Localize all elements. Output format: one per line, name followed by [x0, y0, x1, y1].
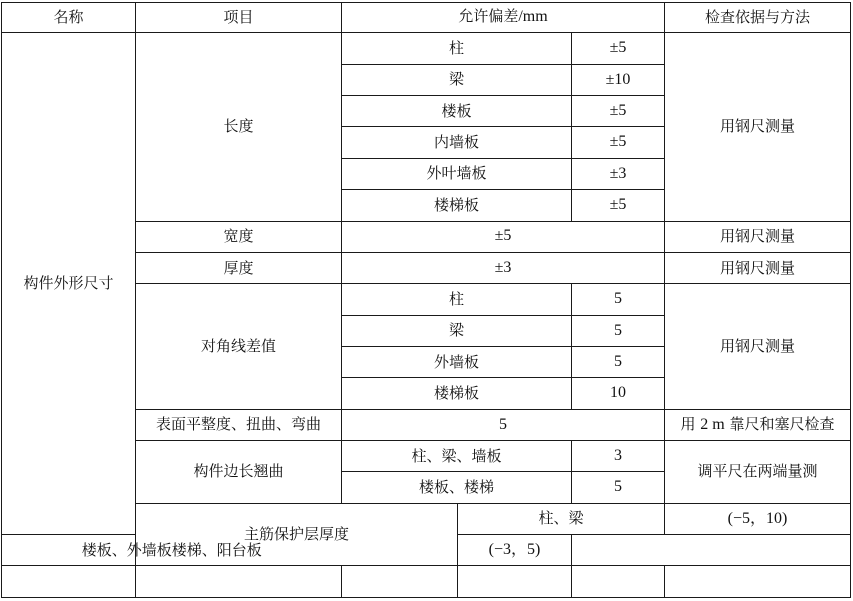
diagonal-part: 外墙板: [342, 346, 572, 377]
diagonal-value: 5: [572, 346, 665, 377]
diagonal-part: 柱: [342, 284, 572, 315]
diagonal-value: 5: [572, 284, 665, 315]
length-value: ±3: [572, 158, 665, 189]
table-row: [2, 33, 851, 64]
flatness-method: 用 2 m 靠尺和塞尺检查: [665, 409, 851, 440]
length-part: 梁: [342, 64, 572, 95]
header-name: 名称: [2, 3, 136, 33]
item-diagonal: 对角线差值: [136, 284, 342, 409]
length-part: 柱: [342, 33, 572, 64]
item-width: 宽度: [136, 221, 342, 252]
length-value: ±5: [572, 33, 665, 64]
diagonal-value: 10: [572, 378, 665, 409]
item-cover: 主筋保护层厚度: [136, 503, 458, 566]
item-flatness: 表面平整度、扭曲、弯曲: [136, 409, 342, 440]
flatness-value: 5: [342, 409, 665, 440]
length-part: 外叶墙板: [342, 158, 572, 189]
length-value: ±5: [572, 96, 665, 127]
cover-value: (−5，10): [665, 503, 851, 534]
header-row: [2, 3, 851, 33]
warp-part: 楼板、楼梯: [342, 472, 572, 503]
cover-part: 柱、梁: [458, 503, 665, 534]
blank-cell: [665, 566, 851, 598]
width-value: ±5: [342, 221, 665, 252]
tolerance-table: [1, 2, 851, 598]
cover-value: (−3，5): [458, 535, 572, 566]
diagonal-part: 梁: [342, 315, 572, 346]
length-part: 楼梯板: [342, 190, 572, 221]
item-warp: 构件边长翘曲: [136, 441, 342, 504]
thickness-value: ±3: [342, 252, 665, 283]
length-method: 用钢尺测量: [665, 33, 851, 221]
warp-value: 5: [572, 472, 665, 503]
blank-cell: [458, 566, 572, 598]
header-tolerance: 允许偏差/mm: [342, 3, 665, 33]
thickness-method: 用钢尺测量: [665, 252, 851, 283]
cover-part: 楼板、外墙板楼梯、阳台板: [2, 535, 342, 566]
blank-cell: [572, 566, 665, 598]
diagonal-method: 用钢尺测量: [665, 284, 851, 409]
blank-cell: [342, 566, 458, 598]
diagonal-value: 5: [572, 315, 665, 346]
width-method: 用钢尺测量: [665, 221, 851, 252]
blank-cell: [136, 566, 342, 598]
length-value: ±10: [572, 64, 665, 95]
diagonal-part: 楼梯板: [342, 378, 572, 409]
warp-part: 柱、梁、墙板: [342, 441, 572, 472]
length-part: 楼板: [342, 96, 572, 127]
item-length: 长度: [136, 33, 342, 221]
warp-method: 调平尺在两端量测: [665, 441, 851, 504]
header-method: 检查依据与方法: [665, 3, 851, 33]
length-value: ±5: [572, 127, 665, 158]
length-part: 内墙板: [342, 127, 572, 158]
item-thickness: 厚度: [136, 252, 342, 283]
warp-value: 3: [572, 441, 665, 472]
blank-row: [2, 566, 851, 598]
blank-cell: [2, 566, 136, 598]
header-item: 项目: [136, 3, 342, 33]
category-shape: 构件外形尺寸: [2, 33, 136, 535]
length-value: ±5: [572, 190, 665, 221]
